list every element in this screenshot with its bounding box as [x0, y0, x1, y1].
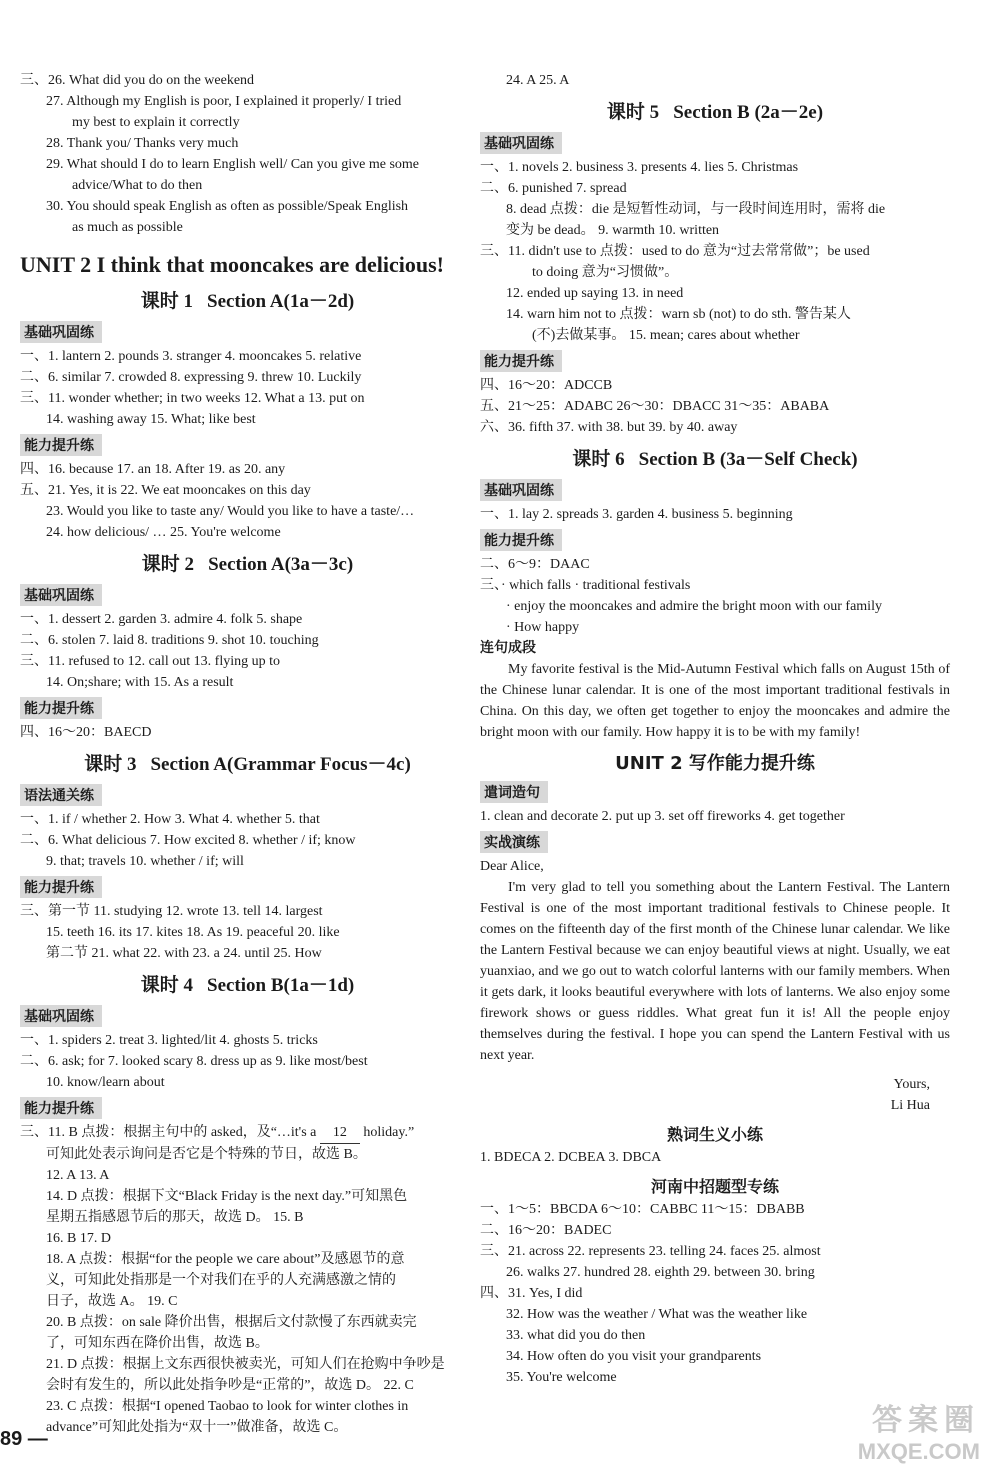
answer-line: 一、1. lay 2. spreads 3. garden 4. business 5. beginning — [480, 507, 793, 522]
vocab-section-title: 熟词生义小练 — [666, 1125, 763, 1144]
answer-line: 20. B 点拨：on sale 降价出售，根据后文付款慢了东西就卖完 — [46, 1315, 417, 1330]
answer-line: 一、1. spiders 2. treat 3. lighted/lit 4. ghosts 5. tricks — [20, 1033, 318, 1048]
answer-line: 10. know/learn about — [46, 1075, 165, 1090]
answer-line: advance”可知此处指为“双十一”做准备，故选 C。 — [46, 1420, 348, 1435]
answer-line: 33. what did you do then — [506, 1328, 646, 1343]
lesson-5-basic-answers — [480, 157, 950, 346]
answer-line: 四、16～20：BAECD — [20, 725, 152, 740]
answer-line: 三、26. What did you do on the weekend — [20, 73, 255, 88]
lesson-5-heading — [480, 97, 950, 124]
answer-line: 日子，故选 A。 19. C — [46, 1294, 178, 1309]
answer-line: 六、36. fifth 37. with 38. but 39. by 40. away — [480, 420, 738, 435]
answer-line: 三、· which falls · traditional festivals — [480, 578, 691, 593]
answer-line: 30. You should speak English as often as possible/Speak English — [46, 199, 409, 214]
lesson-label: 课时 2 — [141, 554, 195, 575]
watermark — [858, 1395, 980, 1465]
answer-line: 23. C 点拨：根据“I opened Taobao to look for winter clothes in — [46, 1399, 409, 1414]
answer-line: 二、6. stolen 7. laid 8. traditions 9. shot 10. touching — [20, 633, 319, 648]
section-label: Section A(Grammar Focus－4c) — [150, 754, 411, 775]
answer-line: 14. D 点拨：根据下文“Black Friday is the next day.”可知黑色 — [46, 1189, 408, 1204]
answer-line: 23. Would you like to taste any/ Would you like to have a taste/… — [46, 504, 415, 519]
answer-line: 1. clean and decorate 2. put up 3. set off fireworks 4. get together — [480, 809, 845, 824]
lesson-label: 课时 3 — [84, 754, 137, 775]
tag-ability: 能力提升练 — [20, 1097, 102, 1119]
answer-line: 15. teeth 16. its 17. kites 18. As 19. peaceful 20. like — [46, 925, 340, 940]
tag-ability: 能力提升练 — [20, 876, 102, 898]
answer-line: as much as possible — [72, 220, 183, 235]
answer-line: 可知此处表示询问是否它是个特殊的节日，故选 B。 — [46, 1147, 367, 1162]
answer-line: to doing 意为“习惯做”。 — [532, 265, 679, 280]
tag-ability: 能力提升练 — [20, 697, 102, 719]
lesson-label: 课时 6 — [572, 449, 625, 470]
answer-line: 14. On;share; with 15. As a result — [46, 675, 234, 690]
answer-line: 28. Thank you/ Thanks very much — [46, 136, 239, 151]
page-number: 89 — — [0, 1428, 48, 1450]
right-column — [480, 70, 950, 1388]
answer-line: 18. A 点拨：根据“for the people we care about”及感恩节的意 — [46, 1252, 405, 1267]
answer-line: 一、1. if / whether 2. How 3. What 4. whether 5. that — [20, 812, 320, 827]
tag-word-building: 遣词造句 — [480, 781, 548, 803]
answer-line: 27. Although my English is poor, I explained it properly/ I tried — [46, 94, 402, 109]
lesson-label: 课时 5 — [606, 102, 660, 123]
lesson-3-grammar-answers — [20, 809, 475, 872]
answer-line: 二、6. similar 7. crowded 8. expressing 9. threw 10. Luckily — [20, 370, 362, 385]
answer-line: 二、6. ask; for 7. looked scary 8. dress up as 9. like most/best — [20, 1054, 368, 1069]
writing-section-title: UNIT 2 写作能力提升练 — [615, 753, 815, 774]
lesson-label: 课时 1 — [140, 291, 193, 312]
lesson-3-heading — [20, 749, 475, 776]
answer-line: 29. What should I do to learn English well/ Can you give me some — [46, 157, 420, 172]
lesson-5-ability-answers — [480, 375, 950, 438]
lesson-2-ability-answers — [20, 722, 475, 743]
lesson-6-heading — [480, 444, 950, 471]
watermark-url: MXQE.COM — [857, 1439, 980, 1464]
tag-basic: 基础巩固练 — [20, 1005, 102, 1027]
watermark-logo: 答案圈 — [872, 1404, 980, 1437]
lesson-4-ability-answers — [20, 1144, 475, 1438]
tag-ability: 能力提升练 — [480, 529, 562, 551]
answer-line: 二、6～9：DAAC — [480, 557, 590, 572]
tag-ability: 能力提升练 — [480, 350, 562, 372]
answer-line: 五、21～25：ADABC 26～30：DBACC 31～35：ABABA — [480, 399, 830, 414]
letter-closing: Yours, — [893, 1077, 930, 1092]
tag-basic: 基础巩固练 — [480, 132, 562, 154]
letter-signature: Li Hua — [890, 1098, 930, 1113]
answer-line: 星期五指感恩节后的那天，故选 D。 15. B — [46, 1210, 304, 1225]
tag-basic: 基础巩固练 — [480, 479, 562, 501]
lesson-1-basic-answers — [20, 346, 475, 430]
answer-line: 义，可知此处指那是一个对我们在乎的人充满感激之情的 — [46, 1273, 396, 1288]
answer-line: 二、6. punished 7. spread — [480, 181, 627, 196]
tag-basic: 基础巩固练 — [20, 584, 102, 606]
answer-line: 一、1～5：BBCDA 6～10：CABBC 11～15：DBABB — [480, 1202, 805, 1217]
section-label: Section B (3a－Self Check) — [638, 449, 858, 470]
answer-line: · How happy — [506, 620, 580, 635]
answer-line: 26. walks 27. hundred 28. eighth 29. between 30. bring — [506, 1265, 815, 1280]
answer-line: 第二节 21. what 22. with 23. a 24. until 25. How — [46, 946, 322, 961]
answer-line: 五、21. Yes, it is 22. We eat mooncakes on this day — [20, 483, 311, 498]
answer-line: 21. D 点拨：根据上文东西很快被卖光，可知人们在抢购中争吵是 — [46, 1357, 445, 1372]
answer-line: 14. warn him not to 点拨：warn sb (not) to do sth. 警告某人 — [506, 307, 851, 322]
tag-practice: 实战演练 — [480, 831, 548, 853]
answer-line: 24. how delicious/ … 25. You're welcome — [46, 525, 281, 540]
answer-line: 1. BDECA 2. DCBEA 3. DBCA — [480, 1150, 662, 1165]
answer-line: 四、31. Yes, I did — [480, 1286, 583, 1301]
answer-line: 三、11. B 点拨：根据主句中的 asked，及“…it's a 12 holiday.” — [20, 1122, 475, 1144]
answer-line: 34. How often do you visit your grandparents — [506, 1349, 762, 1364]
answer-line: 一、1. novels 2. business 3. presents 4. lies 5. Christmas — [480, 160, 799, 175]
lesson-4-heading — [20, 970, 475, 997]
answer-line: 会时有发生的，所以此处指争吵是“正常的”，故选 D。 22. C — [46, 1378, 414, 1393]
henan-answers — [480, 1199, 950, 1388]
sample-paragraph: My favorite festival is the Mid-Autumn Festival which falls on August 15th of the Chinese lunar calendar. It is one of the most important traditional festivals in China. On this day, we often get together to enjoy the mooncakes and admire the bright moon with our family. How happy it is to be with my family! — [480, 662, 950, 740]
answer-line: 9. that; travels 10. whether / if; will — [46, 854, 244, 869]
lesson-4-basic-answers — [20, 1030, 475, 1093]
answer-line: (不)去做某事。 15. mean; cares about whether — [532, 328, 800, 343]
left-column — [20, 70, 475, 1438]
answer-line: 32. How was the weather / What was the weather like — [506, 1307, 808, 1322]
answer-line: 一、1. dessert 2. garden 3. admire 4. folk 5. shape — [20, 612, 303, 627]
lesson-3-ability-answers — [20, 901, 475, 964]
lesson-label: 课时 4 — [140, 975, 193, 996]
lesson-2-basic-answers — [20, 609, 475, 693]
answer-line: 14. washing away 15. What; like best — [46, 412, 256, 427]
answer-line: 一、1. lantern 2. pounds 3. stranger 4. mooncakes 5. relative — [20, 349, 362, 364]
answer-line: 变为 be dead。 9. warmth 10. written — [506, 223, 720, 238]
lesson-1-heading — [20, 286, 475, 313]
answer-line: 三、11. didn't use to 点拨：used to do 意为“过去常常做”；be used — [480, 244, 870, 259]
answer-line: · enjoy the mooncakes and admire the bright moon with our family — [506, 599, 882, 614]
section-label: Section A(3a－3c) — [208, 554, 354, 575]
answer-line: 24. A 25. A — [506, 73, 570, 88]
answer-line: 二、6. What delicious 7. How excited 8. whether / if; know — [20, 833, 356, 848]
section-label: Section B (2a－2e) — [673, 102, 824, 123]
answer-line: 12. A 13. A — [46, 1168, 110, 1183]
lesson-2-heading — [20, 549, 475, 576]
answer-line: 三、第一节 11. studying 12. wrote 13. tell 14. largest — [20, 904, 323, 919]
letter-body: I'm very glad to tell you something about the Lantern Festival. The Lantern Festival is one of the most important traditional festivals to Chinese people. It comes on the fifteenth day of the first month of the Chinese lunar calendar. We like the Lantern Festival because we can enjoy beautiful views at night. Usually, we eat yuanxiao, and we go out to watch colorful lanterns with our family members. When it gets dark, it looks beautiful everywhere with lots of lanterns. We also enjoy some firework shows or guess riddles. What great fun it is! All the people enjoy themselves during the festival. I hope you can spend the Lantern Festival with us next year. — [480, 880, 950, 1063]
unit-title: UNIT 2 I think that mooncakes are delicious! — [20, 252, 444, 277]
answer-line: 三、11. refused to 12. call out 13. flying up to — [20, 654, 280, 669]
answer-line: 35. You're welcome — [506, 1370, 617, 1385]
answer-line: 三、11. wonder whether; in two weeks 12. What a 13. put on — [20, 391, 365, 406]
answer-line: 二、16～20：BADEC — [480, 1223, 612, 1238]
tag-basic: 基础巩固练 — [20, 321, 102, 343]
tag-ability: 能力提升练 — [20, 434, 102, 456]
answer-line: my best to explain it correctly — [72, 115, 240, 130]
answer-line: 8. dead 点拨：die 是短暂性动词，与一段时间连用时，需将 die — [506, 202, 886, 217]
lesson-6-ability-answers — [480, 554, 950, 638]
answer-blank: 12 — [320, 1122, 360, 1144]
answer-line: 四、16. because 17. an 18. After 19. as 20. any — [20, 462, 286, 477]
intro-answers — [20, 70, 475, 238]
tag-grammar: 语法通关练 — [20, 784, 102, 806]
lesson-6-basic-answers — [480, 504, 950, 525]
letter-greeting: Dear Alice, — [480, 859, 544, 874]
lesson-1-ability-answers — [20, 459, 475, 543]
answer-line: 三、21. across 22. represents 23. telling 24. faces 25. almost — [480, 1244, 821, 1259]
answer-line: 16. B 17. D — [46, 1231, 111, 1246]
paragraph-label: 连句成段 — [480, 641, 536, 656]
section-label: Section A(1a－2d) — [207, 291, 355, 312]
henan-section-title: 河南中招题型专练 — [650, 1177, 779, 1196]
answer-line: 了，可知东西在降价出售，故选 B。 — [46, 1336, 269, 1351]
answer-line: 四、16～20：ADCCB — [480, 378, 613, 393]
section-label: Section B(1a－1d) — [207, 975, 355, 996]
answer-line: 12. ended up saying 13. in need — [506, 286, 684, 301]
answer-line: advice/What to do then — [72, 178, 203, 193]
